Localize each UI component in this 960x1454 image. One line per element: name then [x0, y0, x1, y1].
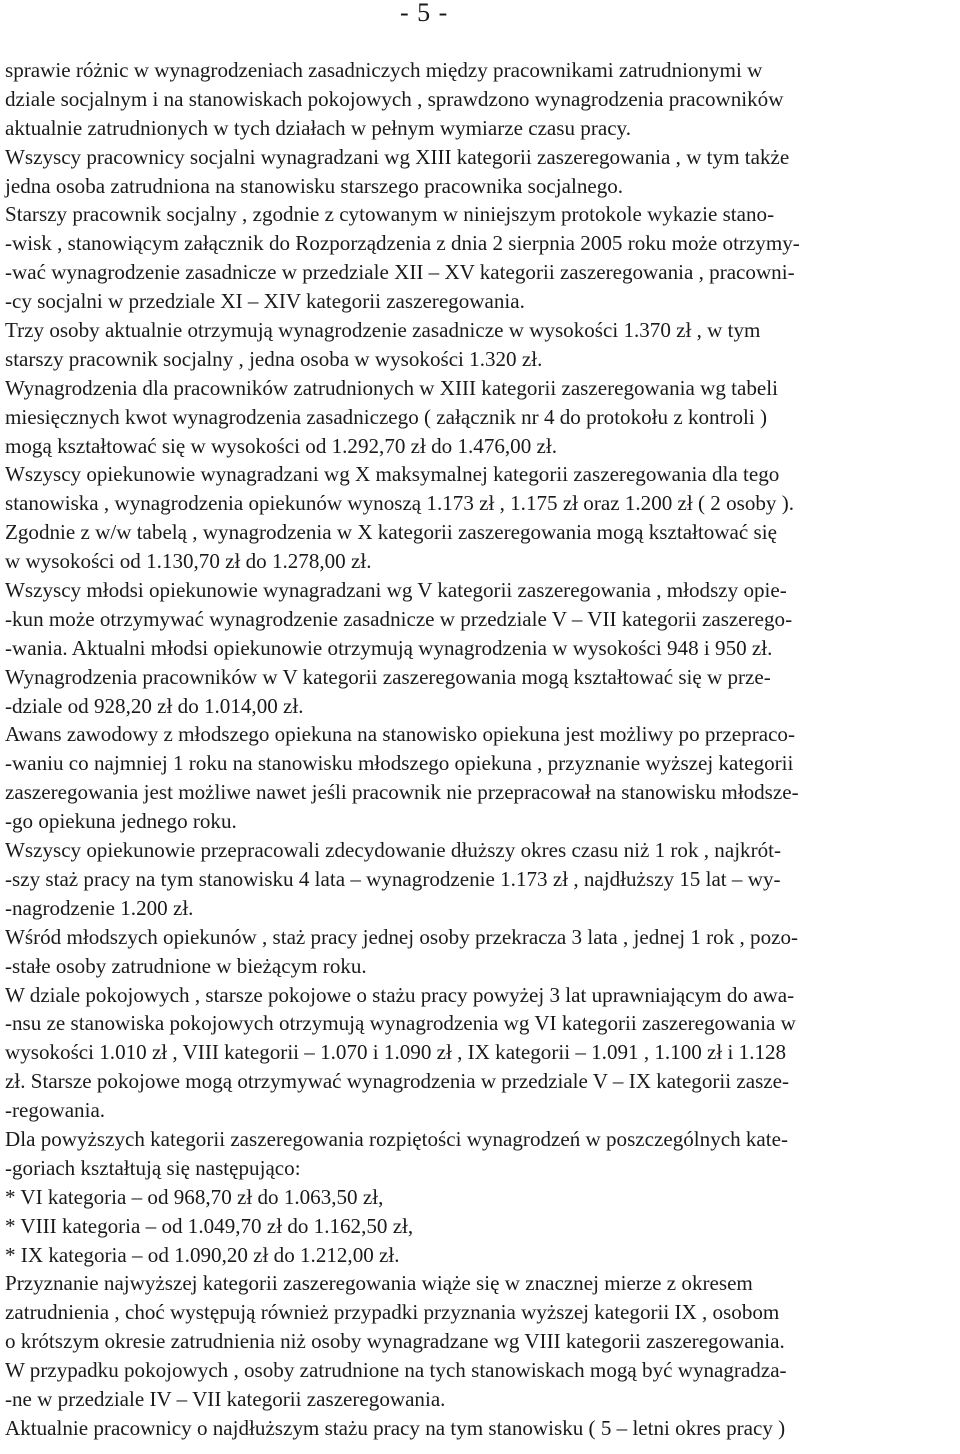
- text-line: * IX kategoria – od 1.090,20 zł do 1.212,00 zł.: [5, 1242, 400, 1267]
- text-line: -dziale od 928,20 zł do 1.014,00 zł.: [5, 693, 304, 718]
- text-line: Wszyscy opiekunowie przepracowali zdecydowanie dłuższy okres czasu niż 1 rok , najkrót-: [5, 838, 782, 863]
- text-line: Wynagrodzenia dla pracowników zatrudnionych w XIII kategorii zaszeregowania wg tabeli: [5, 375, 778, 400]
- text-line: aktualnie zatrudnionych w tych działach w pełnym wymiarze czasu pracy.: [5, 115, 632, 140]
- text-line: wysokości 1.010 zł , VIII kategorii – 1.070 i 1.090 zł , IX kategorii – 1.091 , 1.100 zł i 1.128: [5, 1040, 787, 1065]
- text-line: -kun może otrzymywać wynagrodzenie zasadnicze w przedziale V – VII kategorii zaszerego-: [5, 606, 793, 631]
- text-line: * VI kategoria – od 968,70 zł do 1.063,50 zł,: [5, 1184, 384, 1209]
- text-line: -goriach kształtują się następująco:: [5, 1155, 301, 1180]
- text-line: Wynagrodzenia pracowników w V kategorii zaszeregowania mogą kształtować się w prze-: [5, 664, 771, 689]
- text-line: w wysokości od 1.130,70 zł do 1.278,00 zł.: [5, 549, 372, 574]
- text-line: -szy staż pracy na tym stanowisku 4 lata – wynagrodzenie 1.173 zł , najdłuższy 15 lat – wy-: [5, 866, 781, 891]
- text-line: Starszy pracownik socjalny , zgodnie z cytowanym w niniejszym protokole wykazie stano-: [5, 202, 775, 227]
- text-line: Wszyscy opiekunowie wynagradzani wg X maksymalnej kategorii zaszeregowania dla tego: [5, 462, 780, 487]
- text-line: miesięcznych kwot wynagrodzenia zasadniczego ( załącznik nr 4 do protokołu z kontroli ): [5, 404, 767, 429]
- text-line: W przypadku pokojowych , osoby zatrudnione na tych stanowiskach mogą być wynagradza-: [5, 1358, 787, 1383]
- text-line: -waniu co najmniej 1 roku na stanowisku młodszego opiekuna , przyznanie wyższej kategorii: [5, 751, 794, 776]
- text-line: mogą kształtować się w wysokości od 1.292,70 zł do 1.476,00 zł.: [5, 433, 558, 458]
- text-line: -wisk , stanowiącym załącznik do Rozporządzenia z dnia 2 sierpnia 2005 roku może otrzymy-: [5, 231, 800, 256]
- text-line: zatrudnienia , choć występują również przypadki przyznania wyższej kategorii IX , osobom: [5, 1300, 780, 1325]
- text-line: Awans zawodowy z młodszego opiekuna na stanowisko opiekuna jest możliwy po przepraco-: [5, 722, 795, 747]
- text-line: -ne w przedziale IV – VII kategorii zaszeregowania.: [5, 1386, 446, 1411]
- text-line: Aktualnie pracownicy o najdłuższym stażu pracy na tym stanowisku ( 5 – letni okres pracy ): [5, 1415, 786, 1440]
- text-line: -regowania.: [5, 1098, 106, 1123]
- text-line: sprawie różnic w wynagrodzeniach zasadniczych między pracownikami zatrudnionymi w: [5, 58, 763, 82]
- text-line: -wania. Aktualni młodsi opiekunowie otrzymują wynagrodzenia w wysokości 948 i 950 zł.: [5, 635, 773, 660]
- text-line: -nsu ze stanowiska pokojowych otrzymują wynagrodzenia wg VI kategorii zaszeregowania w: [5, 1011, 796, 1036]
- text-line: -wać wynagrodzenie zasadnicze w przedziale XII – XV kategorii zaszeregowania , pracowni-: [5, 260, 795, 285]
- text-line: -nagrodzenie 1.200 zł.: [5, 895, 194, 920]
- document-body: [5, 56, 960, 1443]
- text-line: dziale socjalnym i na stanowiskach pokojowych , sprawdzono wynagrodzenia pracowników: [5, 86, 784, 111]
- text-line: Wszyscy pracownicy socjalni wynagradzani wg XIII kategorii zaszeregowania , w tym także: [5, 144, 790, 169]
- text-line: -stałe osoby zatrudnione w bieżącym roku.: [5, 953, 367, 978]
- text-line: zaszeregowania jest możliwe nawet jeśli pracownik nie przepracował na stanowisku młodsze-: [5, 780, 799, 805]
- text-line: * VIII kategoria – od 1.049,70 zł do 1.162,50 zł,: [5, 1213, 414, 1238]
- text-line: Przyznanie najwyższej kategorii zaszeregowania wiąże się w znacznej mierze z okresem: [5, 1271, 753, 1296]
- text-line: Zgodnie z w/w tabelą , wynagrodzenia w X kategorii zaszeregowania mogą kształtować się: [5, 520, 777, 545]
- page-number: - 5 -: [400, 0, 449, 27]
- text-line: Wśród młodszych opiekunów , staż pracy jednej osoby przekracza 3 lata , jednej 1 rok , pozo-: [5, 924, 799, 949]
- text-line: Wszyscy młodsi opiekunowie wynagradzani wg V kategorii zaszeregowania , młodszy opie-: [5, 578, 787, 603]
- text-line: Trzy osoby aktualnie otrzymują wynagrodzenie zasadnicze w wysokości 1.370 zł , w tym: [5, 318, 761, 343]
- text-line: Dla powyższych kategorii zaszeregowania rozpiętości wynagrodzeń w poszczególnych kate-: [5, 1126, 789, 1151]
- text-line: starszy pracownik socjalny , jedna osoba w wysokości 1.320 zł.: [5, 346, 543, 371]
- text-line: W dziale pokojowych , starsze pokojowe o stażu pracy powyżej 3 lat uprawniającym do awa-: [5, 982, 795, 1007]
- text-line: o krótszym okresie zatrudnienia niż osoby wynagradzane wg VIII kategorii zaszeregowania.: [5, 1329, 785, 1354]
- text-line: stanowiska , wynagrodzenia opiekunów wynoszą 1.173 zł , 1.175 zł oraz 1.200 zł ( 2 osoby ).: [5, 491, 795, 516]
- text-line: -cy socjalni w przedziale XI – XIV kategorii zaszeregowania.: [5, 289, 525, 314]
- text-line: -go opiekuna jednego roku.: [5, 809, 237, 834]
- text-line: jedna osoba zatrudniona na stanowisku starszego pracownika socjalnego.: [5, 173, 624, 198]
- text-line: zł. Starsze pokojowe mogą otrzymywać wynagrodzenia w przedziale V – IX kategorii zasze-: [5, 1069, 790, 1094]
